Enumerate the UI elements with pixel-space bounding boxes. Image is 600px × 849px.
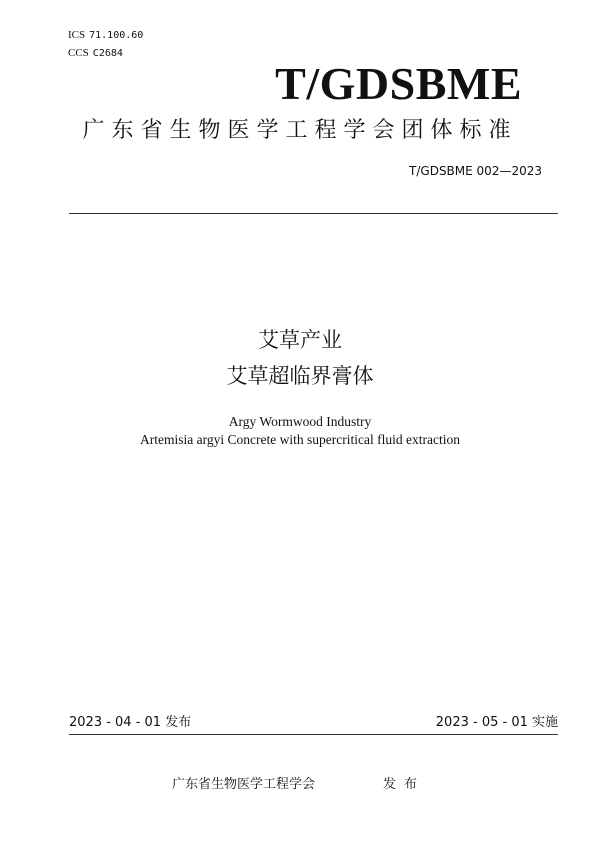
title-chinese-line-1: 艾草产业	[258, 328, 342, 352]
title-english-line-2: Artemisia argyi Concrete with supercritical fluid extraction	[140, 432, 460, 447]
ics-code: 71.100.60	[89, 30, 144, 41]
standard-abbreviation: T/GDSBME	[275, 58, 522, 109]
publish-label: 发布	[383, 777, 426, 792]
organization-standard-title: 广东省生物医学工程学会团体标准	[82, 118, 518, 143]
implementation-date: 2023 - 05 - 01 实施	[435, 715, 558, 730]
ccs-label: CCS	[68, 47, 89, 59]
title-english-line-1: Argy Wormwood Industry	[228, 414, 372, 429]
ccs-classification	[68, 47, 123, 60]
issue-date: 2023 - 04 - 01 发布	[69, 715, 192, 730]
top-divider	[69, 213, 558, 214]
ics-classification	[68, 29, 143, 42]
ics-label: ICS	[68, 29, 86, 41]
title-chinese-line-2: 艾草超临界膏体	[226, 364, 374, 388]
ccs-code: C2684	[92, 48, 123, 59]
standard-number: T/GDSBME 002—2023	[409, 164, 542, 178]
bottom-divider	[69, 734, 558, 735]
publisher-name: 广东省生物医学工程学会	[172, 777, 316, 792]
